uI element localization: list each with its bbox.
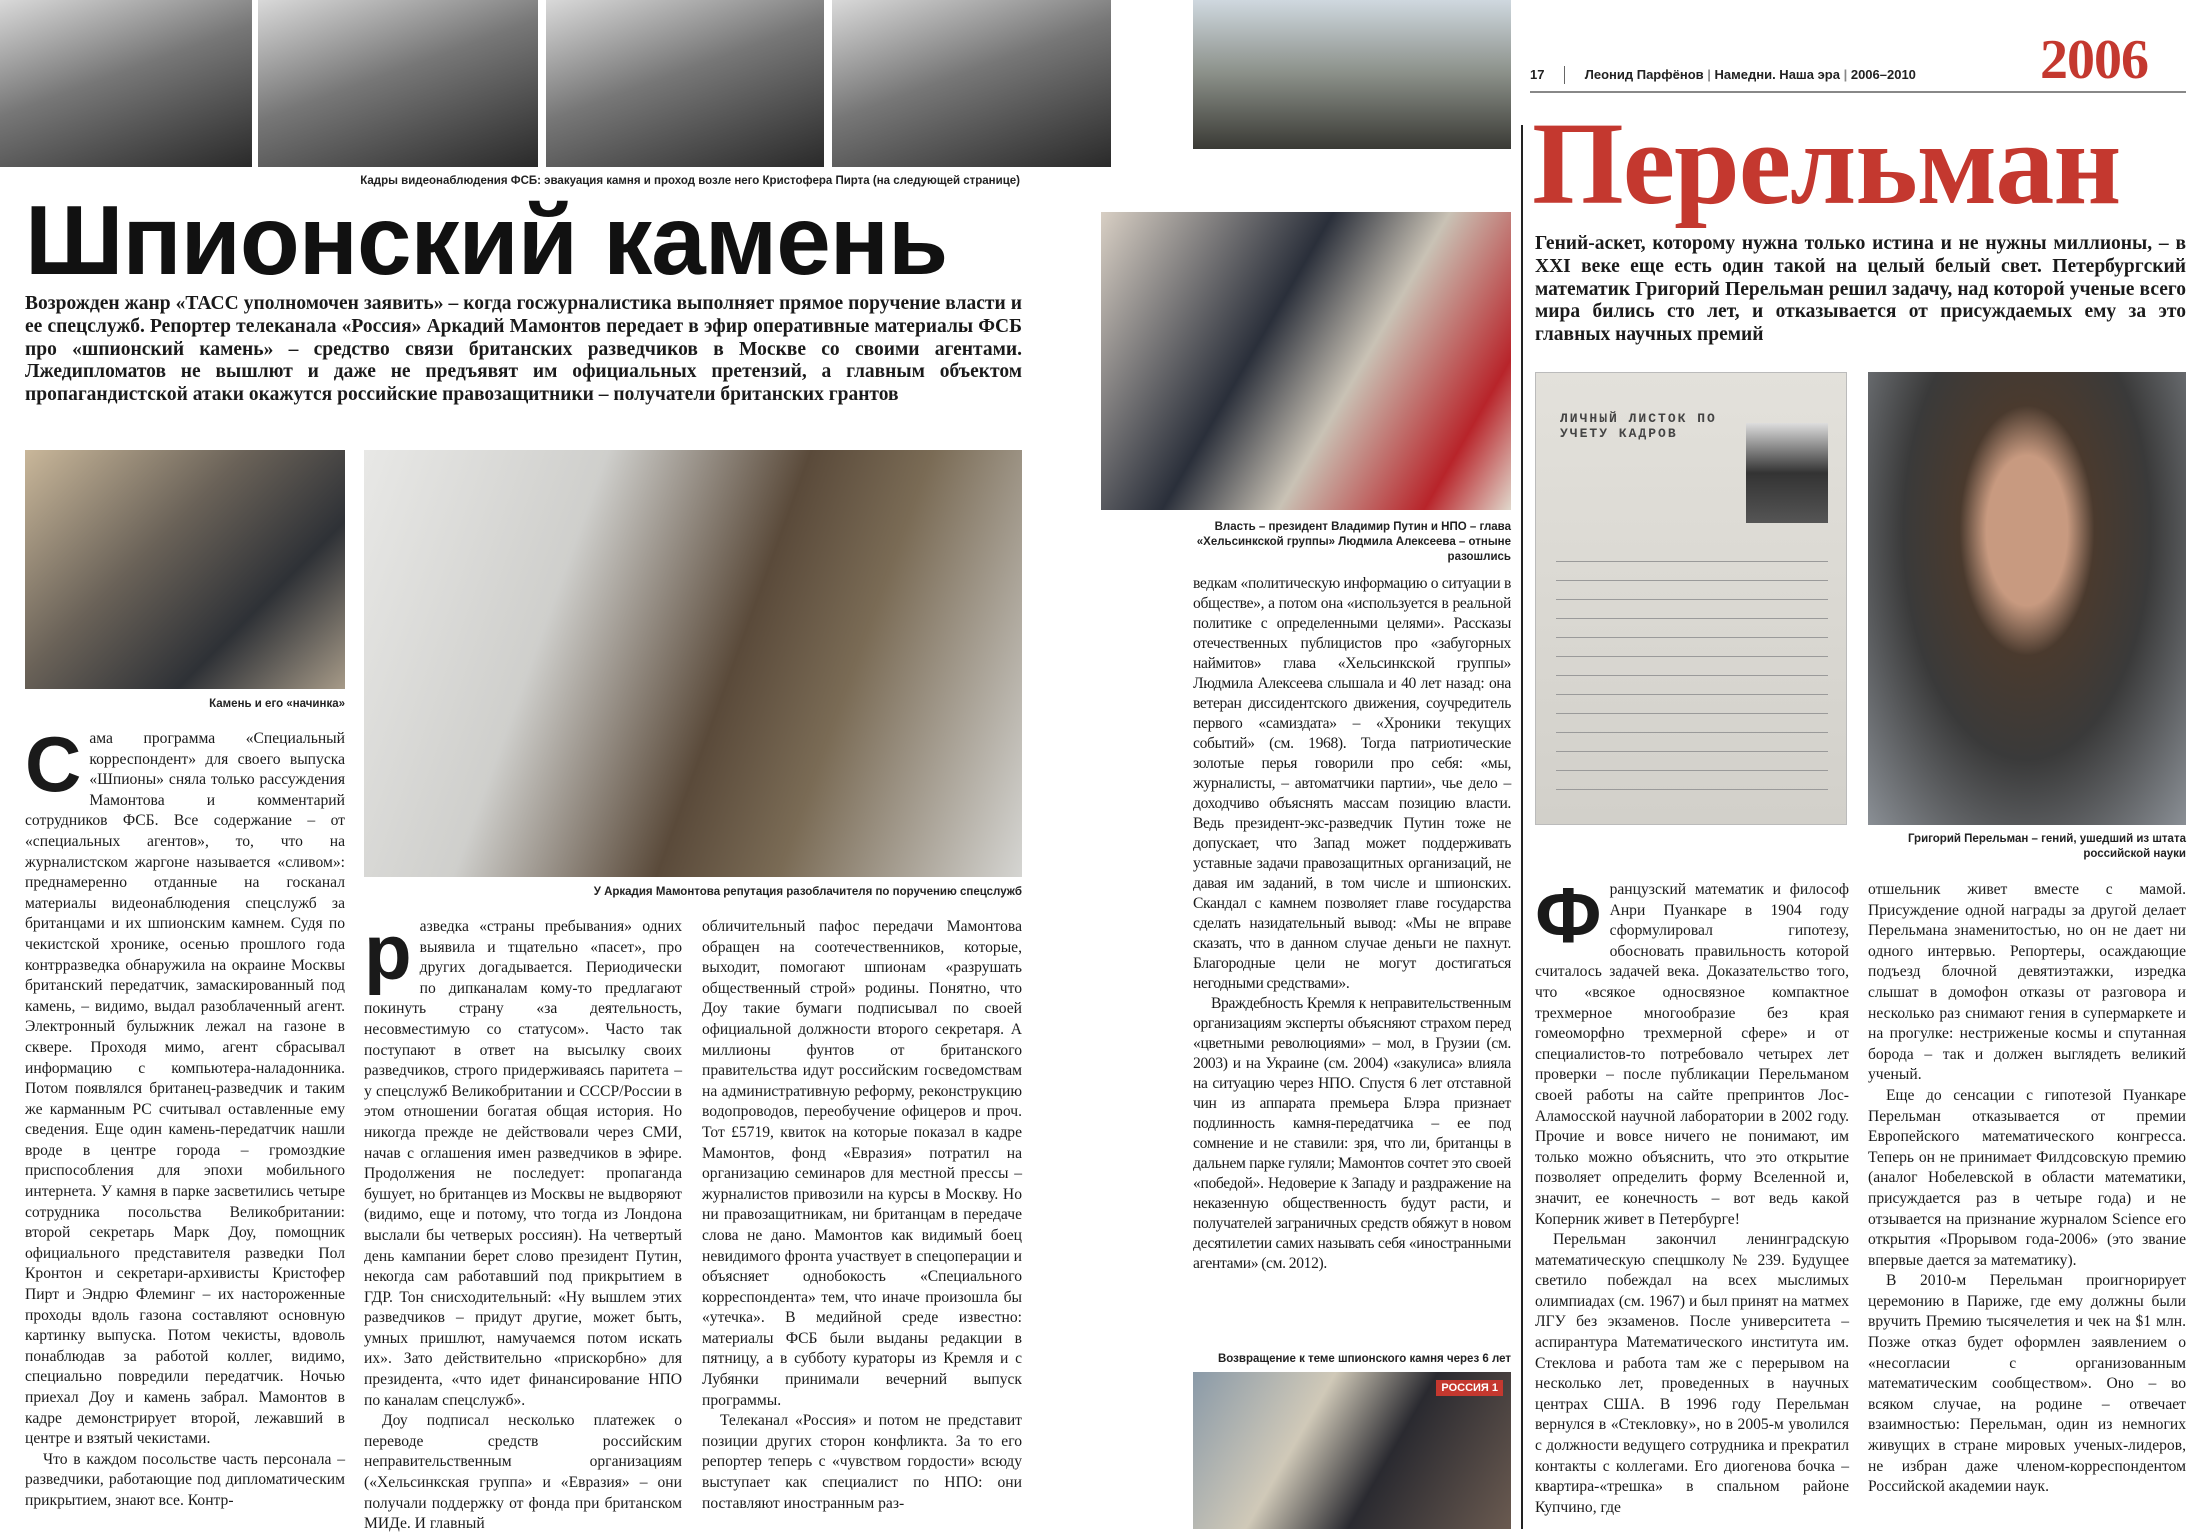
lead-perelman: Гений-аскет, которому нужна только истина и не нужны миллионы, – в XXI веке еще есть один такой на целый белый свет. Петербургский математик Григорий Перельман решил задачу, над которой ученые всего мира бились сто лет, и отказывается от присуждаемых ему за это главных научных премий <box>1535 233 2186 346</box>
paragraph: обличительный пафос передачи Мамонтова обращен на соотечественников, которые, выходит, помогают шпионам «разрушать общественный строй» родины. Понятно, что Доу такие бумаги подписывал по своей официальной должности второго секретаря. А миллионы фунтов от британского правительства идут российским госведомствам на административную реформу, реконструкцию водопроводов, переобучение офицеров и проч. Тот £5719, квиток на которые показал в кадре Мамонтов, фонд «Евразия» потратил на организацию семинаров для местной прессы – журналистов привозили на курсы в Москву. Но ни правозащитникам, ни британцам в передаче слова не дано. Мамонтов как видимый боец невидимого фронта участвует в спецоперации и объясняет однобокость «Специального корреспондента» тем, что иначе произошла бы «утечка». В медийной среде известно: материалы ФСБ были выданы редакции в пятницу, а в субботу кураторы из Кремля и с Лубянки принимали вечерний выпуск программы. <box>702 918 1022 1409</box>
article-title-spy-stone: Шпионский камень <box>25 185 948 295</box>
article-title-perelman: Перельман <box>1532 98 2121 229</box>
lead-spy-stone: Возрожден жанр «ТАСС уполномочен заявить» – когда госжурналистика выполняет прямое поручение власти и ее спецслужб. Репортер телеканала «Россия» Аркадий Мамонтов передает в эфир оперативные материалы ФСБ про «шпионский камень» – средство связи британских разведчиков в Москве со своими агентами. Лжедипломатов не вышлют и даже не предъявят им официальных претензий, а главным объектом пропагандистской атаки окажутся российские правозащитники – получатели британских грантов <box>25 293 1022 406</box>
photo-tv-stone <box>1193 1372 1511 1529</box>
surveillance-frame-4 <box>832 0 1111 167</box>
paragraph: В 2010-м Перельман проигнорирует церемонию в Париже, где ему должны были вручить Премию тысячелетия и чек на $1 млн. Позже отказ будет оформлен заявлением о «несогласии с организованным математическим сообществом». Оно – во всяком случае, на родине – отвечает взаимностью: Перельман, один из немногих живущих в стране мировых ученых-лидеров, не избран даже членом-корреспондентом Российской академии наук. <box>1868 1272 2186 1496</box>
column-4 <box>1193 574 1511 1274</box>
paragraph: ведкам «политическую информацию о ситуации в обществе», а потом она «используется в реальной политике с определенными целями». Рассказы отечественных публицистов про «забугорных наймитов» глава «Хельсинкской группы» Людмила Алексеева слышала и 40 лет назад: она ветеран диссидентского движения, соучредитель первого «самиздата» – «Хроники текущих событий» (см. 1968). Тогда патриотические золотые перья говорили про себя: «мы, журналисты, – автоматчики партии», чье дело – доходчиво объяснять массам позицию власти. Ведь президент-экс-разведчик Путин тоже не допускает, что Запад может поддерживать уставные задачи правозащитных организаций, не давая им заданий, в том числе и шпионских. Скандал с камнем позволяет главе государства сделать назидательный вывод: «Мы не вправе сказать, что в данном случае деньги не пахнут. Благородные цели не могут достигаться негодными средствами». <box>1193 575 1511 992</box>
photo-personnel-record <box>1535 372 1847 825</box>
paragraph: отшельник живет вместе с мамой. Присуждение одной награды за другой делает Перельмана знаменитостью, но он не дает ни одного интервью. Репортеры, осаждающие подъезд блочной девятиэтажки, изредка слышат в домофон отказы от разговора и несколько раз снимают гения в супермаркете и на прогулке: нестриженые космы и спутанная борода – так и должен выглядеть великий ученый. <box>1868 881 2186 1084</box>
paragraph: Доу подписал несколько платежек о переводе средств российским неправительственным организациям («Хельсинкская группа» и «Евразия» – они получали поддержку от фонда при британском МИДе. И главный <box>364 1412 682 1533</box>
paragraph: Телеканал «Россия» и потом не представит позиции других сторон конфликта. За то его репортер теперь с «чувством гордости» всюду выступает как специалист по НПО: они поставляют иностранным раз- <box>702 1412 1022 1512</box>
document-title: ЛИЧНЫЙ ЛИСТОК ПО УЧЕТУ КАДРОВ <box>1560 411 1717 441</box>
vertical-rule <box>1521 125 1523 1529</box>
caption-mamontov: У Аркадия Мамонтова репутация разоблачителя по поручению спецслужб <box>593 886 1022 898</box>
paragraph: Французский математик и философ Анри Пуанкаре в 1904 году сформулировал гипотезу, обосновать правильность которой считалось задачей века. Доказательство того, что «всякое односвязное компактное трехмерное многообразие без края гомеоморфно трехмерной сфере» и от специалистов-то потребовало четырех лет проверки – после публикации Перельманом своей работы на сайте препринтов Лос-Аламосской научной лаборатории в 2002 году. Прочие и вовсе ничего не понимают, им только можно объяснить, что это открытие позволяет определить форму Вселенной и, значит, ее конечность – вот ведь какой Коперник живет в Петербурге! <box>1535 871 1849 1228</box>
paragraph: Что в каждом посольстве часть персонала – разведчики, работающие под дипломатическим прикрытием, знают все. Контр- <box>25 1450 345 1509</box>
column-5 <box>1535 871 1849 1518</box>
column-3 <box>702 917 1022 1514</box>
caption-surveillance: Кадры видеонаблюдения ФСБ: эвакуация камня и проход возле него Кристофера Пирта (на следующей странице) <box>360 175 1020 187</box>
caption-stone: Камень и его «начинка» <box>209 698 345 710</box>
photo-top-middle <box>1193 0 1511 149</box>
photo-putin-alexeeva <box>1101 212 1511 510</box>
paragraph: разведка «страны пребывания» одних выявила и тщательно «пасет», про других догадывается. Периодически по дипканалам кому-то предлагают покинуть страну «за деятельность, несовместимую со статусом». Часто так поступают в ответ на высылку своих разведчиков, строго придерживаясь паритета – у спецслужб Великобритании и СССР/России в этом отношении богатая общая история. Но никогда прежде не действовали через СМИ, начав с оглашения имен разведчиков в эфире. Продолжения не последует: пропаганда бушует, но британцев из Москвы не выдворяют (видимо, еще и потому, что тогда из Лондона выслали бы четверых россиян). На четвертый день кампании берет слово президент Путин, некогда сам работавший под прикрытием в ГДР. Тон снисходительный: «Ну вышлем этих разведчиков – придут другие, может быть, умных пришлют, намучаемся потом искать их». Зато действительно «прискорбно» для президента, «что идет финансирование НПО по каналам спецслужб». <box>364 908 682 1409</box>
paragraph: Еще до сенсации с гипотезой Пуанкаре Перельман отказывается от премии Европейского математического конгресса. Теперь он не принимает Филдсовскую премию (аналог Нобелевской в области математики, присуждается раз в четыре года) и не отзывается на признание журналом Science его открытия «Прорывом года-2006» (это звание впервые дается за математику). <box>1868 1086 2186 1269</box>
column-2 <box>364 908 682 1535</box>
photo-stone <box>25 450 345 689</box>
document-lines <box>1556 543 1828 803</box>
header-years: 2006–2010 <box>1850 67 1916 82</box>
photo-mamontov <box>364 450 1022 877</box>
header-book: Намедни. Наша эра <box>1714 67 1840 82</box>
paragraph: Враждебность Кремля к неправительственным организациям эксперты объясняют страхом перед «цветными революциями» – мол, в Грузии (см. 2003) и на Украине (см. 2004) «закулиса» влияла на ситуацию через НПО. Спустя 6 лет отставной чин из аппарата премьера Блэра признает подлинность камня-передатчика – ее под сомнение и не ставили: зря, что ли, британцы в дальнем парке гуляли; Мамонтов сочтет это своей «победой». Недоверие к Западу и раздражение на неказенную общественность будут расти, и получателей заграничных средств обяжут в новом десятилетии самих называть себя «иностранными агентами» (см. 2012). <box>1193 995 1511 1272</box>
column-6 <box>1868 880 2186 1498</box>
surveillance-frame-2 <box>258 0 538 167</box>
caption-perelman: Григорий Перельман – гений, ушедший из штата российской науки <box>1907 833 2186 860</box>
photo-perelman <box>1868 372 2186 825</box>
column-1 <box>25 720 345 1512</box>
caption-return: Возвращение к теме шпионского камня через 6 лет <box>1217 1353 1511 1365</box>
page-number: 17 <box>1530 67 1545 82</box>
running-header: 17 Леонид Парфёнов | Намедни. Наша эра | 2006–2010 <box>1530 67 1916 82</box>
paragraph: Сама программа «Специальный корреспондент» для своего выпуска «Шпионы» сняла только рассуждения Мамонтова и комментарий сотрудников ФСБ. Все содержание – от «специальных агентов», то, что на журналистском жаргоне называется «сливом»: преднамеренно отданные на госканал материалы видеонаблюдения спецслужб за британцами и их шпионским камнем. Судя по чекистской хронике, осенью прошлого года контрразведка обнаружила на окраине Москвы британский передатчик, замаскированный под камень, – видимо, выдал разоблаченный агент. Электронный булыжник лежал на газоне в сквере. Проходя мимо, агент сбрасывал информацию с компьютера-наладонника. Потом появлялся британец-разведчик и таким же карманным PC считывал оставленные ему сведения. Еще один камень-передатчик нашли вроде в центре города – громоздкие приспособления для эпохи мобильного интернета. У камня в парке засветились четыре сотрудника посольства Великобритании: второй секретарь Марк Доу, помощник официального представителя разведки Пол Кронтон и секретари-архивисты Кристофер Пирт и Эндрю Флеминг – их настороженные проходы вдоль газона составляют основную картинку выпуска. Потом чекисты, вдоволь понаблюдав за работой коллег, видимо, специально повредили передатчик. Ночью приехал Доу и камень забрал. Мамонтов в кадре демонстрирует второй, лежавший в центре и взятый чекистами. <box>25 720 345 1448</box>
tv-channel-logo: РОССИЯ 1 <box>1436 1380 1503 1396</box>
surveillance-frame-3 <box>546 0 824 167</box>
surveillance-frame-1 <box>0 0 252 167</box>
year-label: 2006 <box>2040 29 2148 91</box>
paragraph: Перельман закончил ленинградскую математическую спецшколу № 239. Будущее светило побеждал на всех мыслимых олимпиадах (см. 1967) и был принят на матмех ЛГУ без экзаменов. После университета – аспирантура Математического института им. Стеклова и работа там же с перерывом на несколько лет, проведенных в научных центрах США. В 1996 году Перельман вернулся в «Стекловку», но в 2005-м уволился с должности ведущего сотрудника и прекратил контакты с коллегами. Его диогенова бочка – квартира-«трешка» в спальном районе Купчино, где <box>1535 1231 1849 1516</box>
header-author: Леонид Парфёнов <box>1584 67 1704 82</box>
caption-putin: Власть – президент Владимир Путин и НПО – глава «Хельсинкской группы» Людмила Алексеева – отныне разошлись <box>1196 521 1511 563</box>
document-photo <box>1746 423 1828 523</box>
